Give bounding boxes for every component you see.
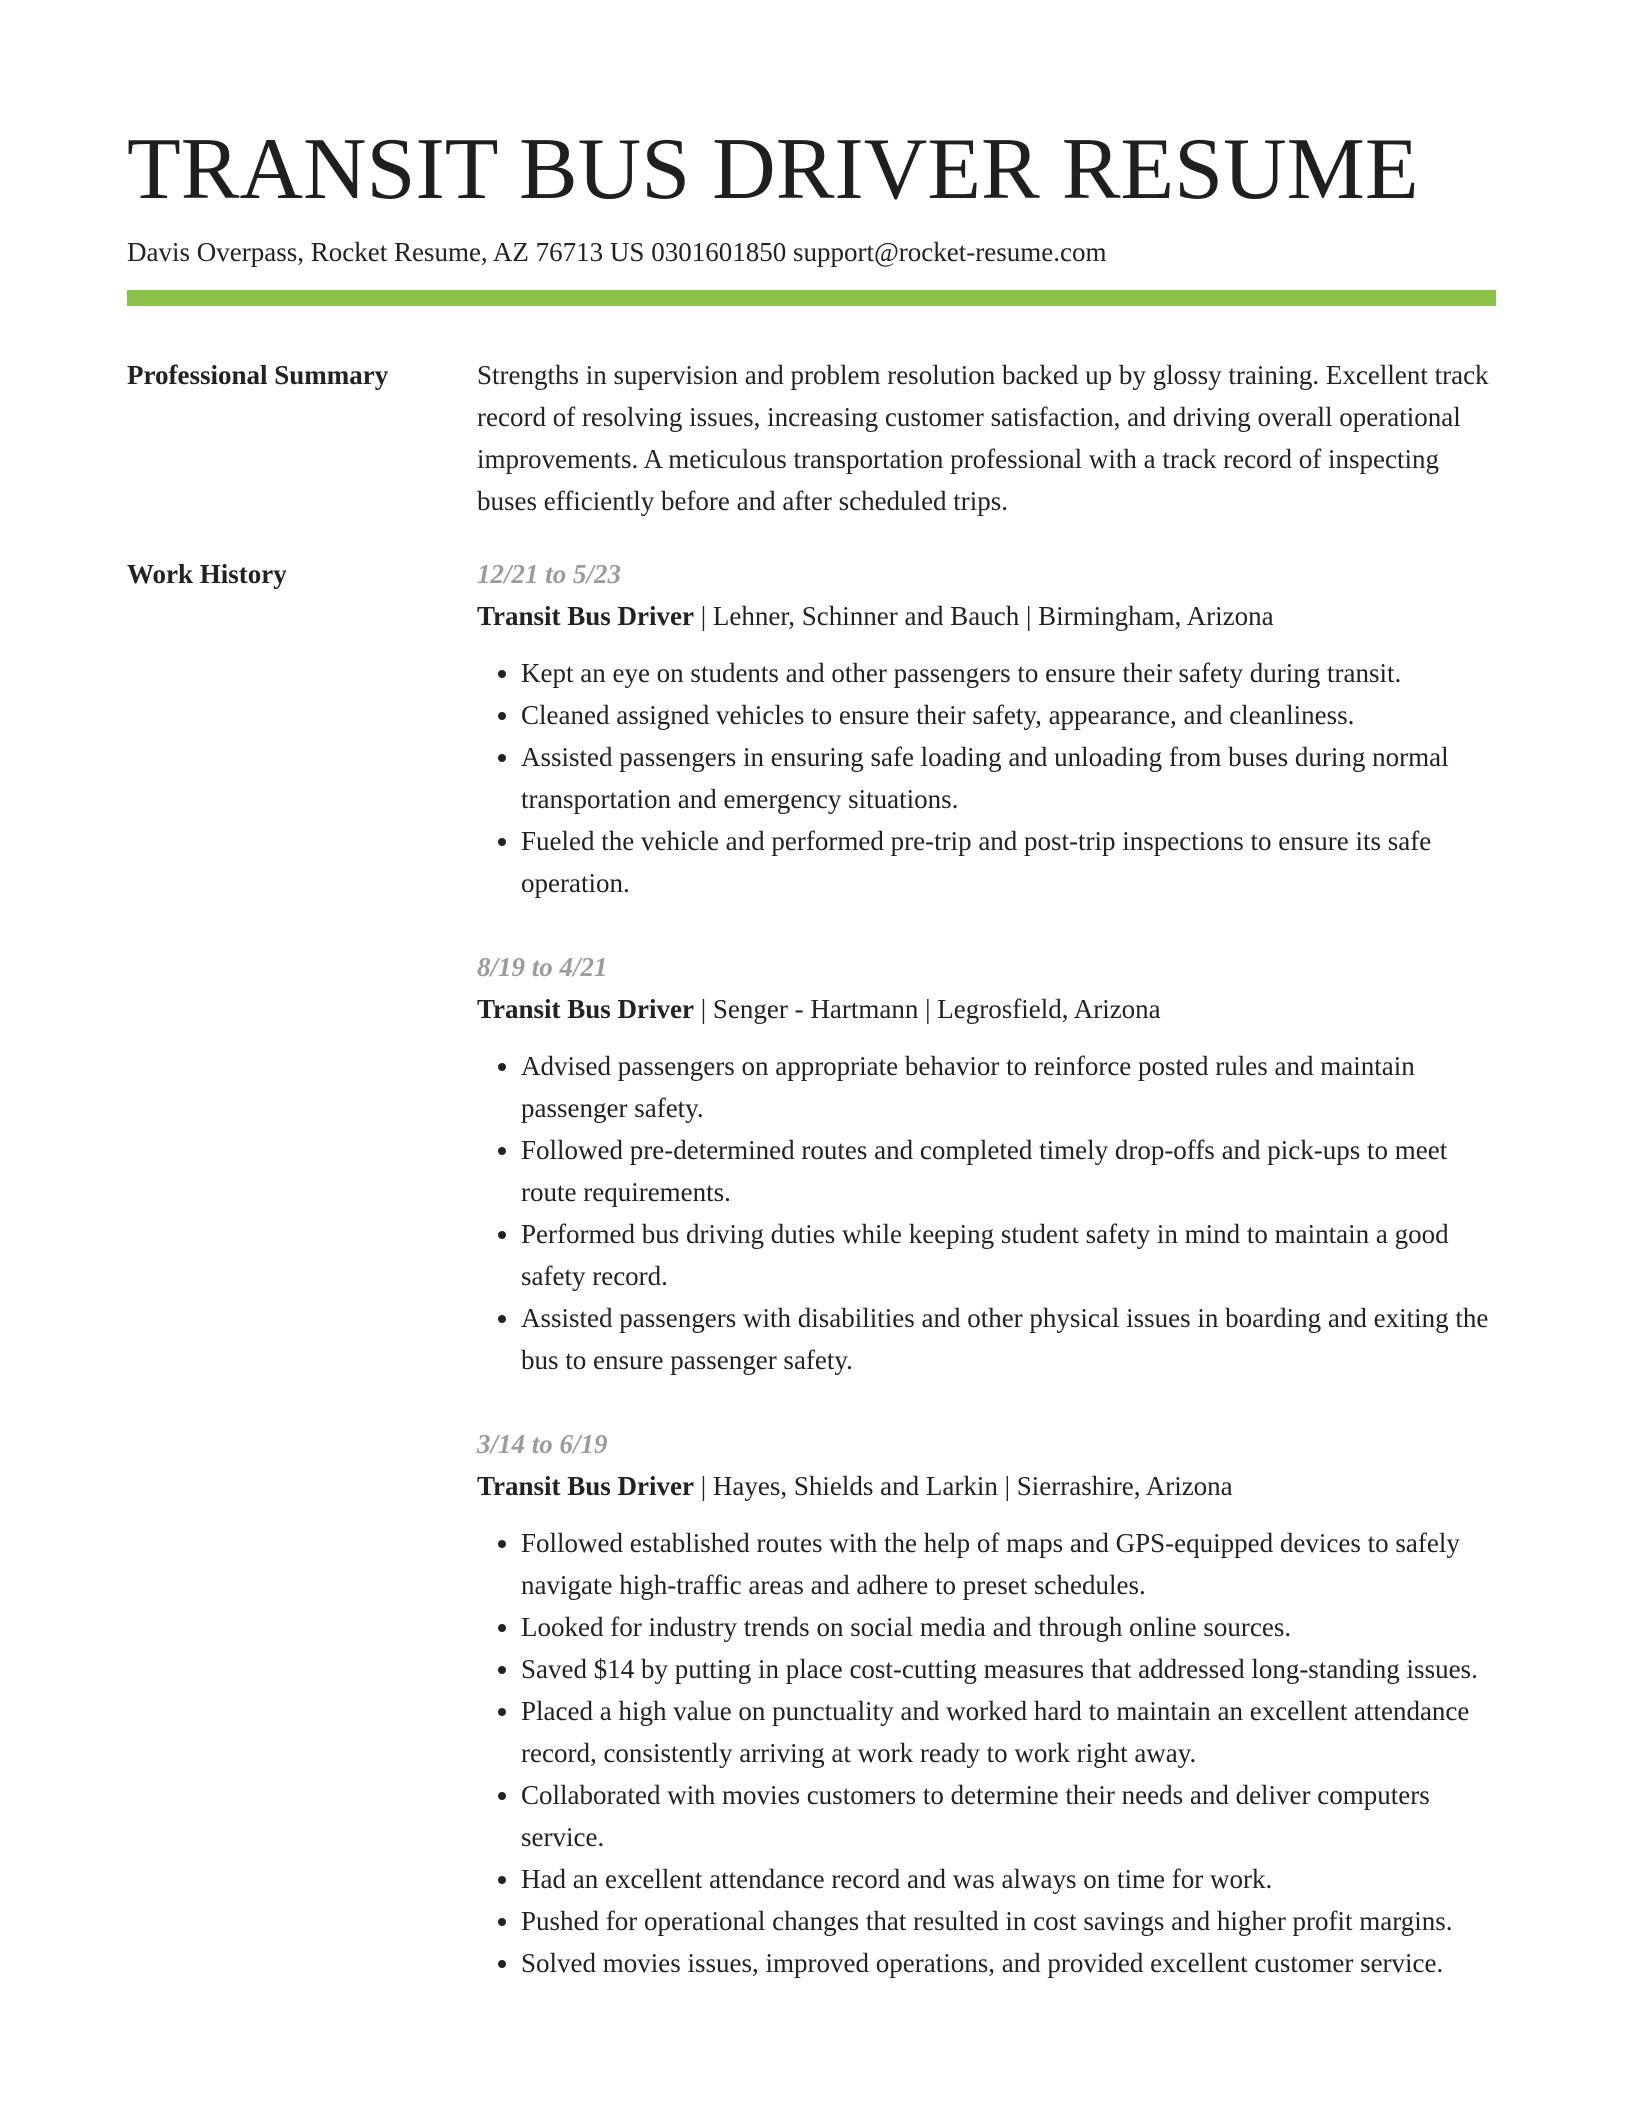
professional-summary-section — [127, 354, 1496, 522]
job-title: Transit Bus Driver — [477, 1471, 694, 1501]
duty-item: • Assisted passengers with disabilities and other physical issues in boarding and exiting the bus to ensure passenger safety. — [521, 1297, 1496, 1381]
duty-item: • Solved movies issues, improved operations, and provided excellent customer service. — [521, 1942, 1496, 1984]
summary-text: Strengths in supervision and problem resolution backed up by glossy training. Excellent track record of resolving issues, increasing customer satisfaction, and driving overall operational improvements. A meticulous transportation professional with a track record of inspecting buses efficiently before and after scheduled trips. — [477, 360, 1489, 516]
duty-item: • Collaborated with movies customers to determine their needs and deliver computers service. — [521, 1774, 1496, 1858]
resume-title: TRANSIT BUS DRIVER RESUME — [127, 121, 1419, 218]
job-employer-location: | Hayes, Shields and Larkin | Sierrashire, Arizona — [694, 1471, 1233, 1501]
duties-list — [477, 1045, 1496, 1381]
contact-line: Davis Overpass, Rocket Resume, AZ 76713 US 0301601850 support@rocket-resume.com — [127, 237, 1107, 267]
job-employer-location: | Lehner, Schinner and Bauch | Birmingham, Arizona — [694, 601, 1274, 631]
duty-item: • Performed bus driving duties while keeping student safety in mind to maintain a good safety record. — [521, 1213, 1496, 1297]
duty-item: • Kept an eye on students and other passengers to ensure their safety during transit. — [521, 652, 1496, 694]
work-history-list — [477, 553, 1496, 2026]
duty-item: • Cleaned assigned vehicles to ensure their safety, appearance, and cleanliness. — [521, 694, 1496, 736]
job-employer-location: | Senger - Hartmann | Legrosfield, Arizona — [694, 994, 1161, 1024]
job-dates: 8/19 to 4/21 — [477, 952, 608, 982]
job-entry — [477, 946, 1496, 1381]
duty-item: • Advised passengers on appropriate behavior to reinforce posted rules and maintain passenger safety. — [521, 1045, 1496, 1129]
duty-item: • Assisted passengers in ensuring safe loading and unloading from buses during normal transportation and emergency situations. — [521, 736, 1496, 820]
section-label-summary: Professional Summary — [127, 360, 389, 390]
duty-item: • Placed a high value on punctuality and worked hard to maintain an excellent attendance record, consistently arriving at work ready to work right away. — [521, 1690, 1496, 1774]
job-dates: 12/21 to 5/23 — [477, 559, 622, 589]
duties-list — [477, 652, 1496, 904]
job-entry — [477, 553, 1496, 904]
duty-item: • Pushed for operational changes that resulted in cost savings and higher profit margins. — [521, 1900, 1496, 1942]
duty-item: • Followed pre-determined routes and completed timely drop-offs and pick-ups to meet route requirements. — [521, 1129, 1496, 1213]
duty-item: • Looked for industry trends on social media and through online sources. — [521, 1606, 1496, 1648]
job-dates: 3/14 to 6/19 — [477, 1429, 608, 1459]
duty-item: • Saved $14 by putting in place cost-cutting measures that addressed long-standing issues. — [521, 1648, 1496, 1690]
section-label-work-history: Work History — [127, 559, 287, 589]
duty-item: • Had an excellent attendance record and was always on time for work. — [521, 1858, 1496, 1900]
duties-list — [477, 1522, 1496, 1984]
work-history-section — [127, 553, 1496, 2026]
resume-page — [127, 118, 1496, 2026]
job-title: Transit Bus Driver — [477, 601, 694, 631]
duty-item: • Followed established routes with the help of maps and GPS-equipped devices to safely navigate high-traffic areas and adhere to preset schedules. — [521, 1522, 1496, 1606]
duty-item: • Fueled the vehicle and performed pre-trip and post-trip inspections to ensure its safe operation. — [521, 820, 1496, 904]
job-title: Transit Bus Driver — [477, 994, 694, 1024]
job-entry — [477, 1423, 1496, 1984]
job-title-line — [477, 1465, 1496, 1507]
job-title-line — [477, 595, 1496, 637]
job-title-line — [477, 988, 1496, 1030]
accent-divider — [127, 290, 1496, 306]
